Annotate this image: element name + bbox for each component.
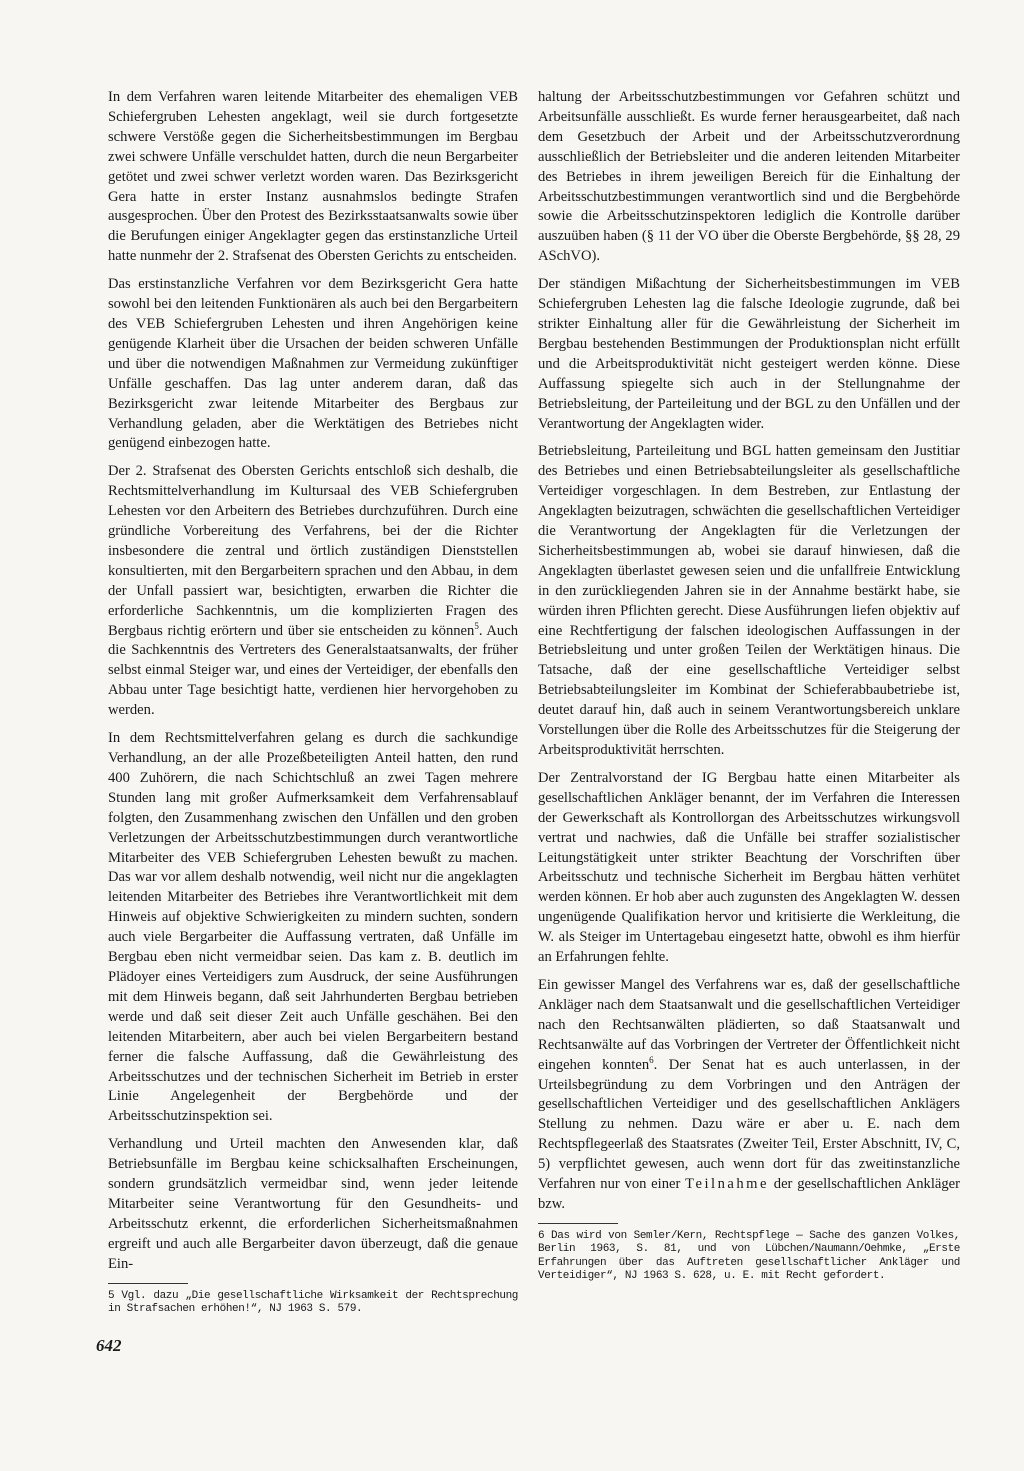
left-column	[108, 88, 518, 1317]
paragraph-text: . Auch die Sachkenntnis des Vertreters des Generalstaatsanwalts, der früher selbst einmal Steiger war, und eines der Verteidiger, der ebenfalls den Abbau unter Tage besichtigt hatte, verdienen hier hervorgehoben zu werden.	[108, 622, 518, 719]
paragraph: Der ständigen Mißachtung der Sicherheitsbestimmungen im VEB Schiefergruben Lehesten lag die falsche Ideologie zugrunde, daß bei strikter Einhaltung aller für die Gewährleistung der Sicherheit im Bergbau bestehenden Bestimmungen der Produktionsplan nicht erfüllt und die Arbeitsproduktivität nicht gesteigert werden könne. Diese Auffassung spiegelte sich auch in der Stellungnahme der Betriebsleitung, der Parteileitung und der BGL zu den Unfällen und der Verantwortung der Angeklagten wider.	[538, 276, 960, 432]
right-column	[538, 88, 960, 1284]
paragraph-text: . Der Senat hat es auch unterlassen, in der Urteilsbegründung zu dem Vorbringen und den Anträgen der gesellschaftlichen Verteidiger und des gesellschaftlichen Anklägers Stellung zu nehmen. Dazu wäre er aber u. E. nach dem Rechtspflegeerlaß des Staatsrates (Zweiter Teil, Erster Abschnitt, IV, C, 5) verpflichtet gewesen, auch wenn dort für das zweitinstanzliche Verfahren nur von einer	[538, 1056, 960, 1193]
paragraph: Verhandlung und Urteil machten den Anwesenden klar, daß Betriebsunfälle im Bergbau keine schicksalhaften Erscheinungen, sondern grundsätzlich vermeidbar sind, wenn jeder leitende Mitarbeiter seine Verantwortung für den Gesundheits- und Arbeitsschutz erkennt, die erforderlichen Sicherheitsmaßnahmen ergreift und auch alle Bergarbeiter davon überzeugt, daß die genaue Ein-	[108, 1136, 518, 1272]
paragraph	[538, 976, 960, 1215]
footnote: 5 Vgl. dazu „Die gesellschaftliche Wirksamkeit der Rechtsprechung in Strafsachen erhöhen!“, NJ 1963 S. 579.	[108, 1289, 518, 1316]
footnote-divider	[538, 1223, 618, 1224]
paragraph	[108, 462, 518, 721]
paragraph: Der Zentralvorstand der IG Bergbau hatte einen Mitarbeiter als gesellschaftlichen Ankläger benannt, der im Verfahren die Interessen der Gewerkschaft als Kontrollorgan des Arbeitsschutzes wirkungsvoll vertrat und nachwies, daß die Unfälle bei straffer sozialistischer Leitungstätigkeit unter strikter Beachtung der Vorschriften über Arbeitsschutz und technische Sicherheit im Bergbau hätten verhütet werden können. Er hob aber auch zugunsten des Angeklagten W. dessen ungenügende Qualifikation hervor und kritisierte die Werkleitung, die W. als Steiger im Untertagebau eingesetzt hatte, obwohl es ihm hierfür an Erfahrungen fehlte.	[538, 769, 960, 966]
paragraph-text: Der 2. Strafsenat des Obersten Gerichts entschloß sich deshalb, die Rechtsmittelverhandlung im Kultursaal des VEB Schiefergruben Lehesten vor den Arbeitern des Betriebes durchzuführen. Durch eine gründliche Vorbereitung des Verfahrens, bei der die Richter insbesondere die zentral und örtlich zuständigen Dienststellen konsultierten, mit den Bergarbeitern sprachen und den Abbau, in dem der Unfall passiert war, besichtigten, erwarben die Richter die erforderliche Sachkenntnis, um die komplizierten Fragen des Bergbaus richtig erörtern und über sie entscheiden zu können	[108, 463, 518, 639]
paragraph: In dem Rechtsmittelverfahren gelang es durch die sachkundige Verhandlung, an der alle Prozeßbeteiligten Anteil hatten, den rund 400 Zuhörern, die nach Schichtschluß an zwei Tagen mehrere Stunden lang mit großer Aufmerksamkeit dem Verfahrensablauf folgten, den Zusammenhang zwischen den Unfällen und den groben Verletzungen der Arbeitsschutzbestimmungen durch verantwortliche Mitarbeiter des VEB Schiefergruben Lehesten bewußt zu machen. Das war vor allem deshalb notwendig, weil nicht nur die angeklagten leitenden Mitarbeiter des Betriebes ihre Verantwortlichkeit mit dem Hinweis auf objektive Schwierigkeiten zu mindern suchten, sondern auch viele Bergarbeiter die Auffassung vertraten, daß Unfälle im Bergbau eben nicht vermeidbar seien. Das kam z. B. deutlich im Plädoyer eines Verteidigers zum Ausdruck, der seine Ausführungen mit dem Hinweis begann, daß seit Jahrhunderten Bergbau betrieben werde und daß seit dieser Zeit auch Unfälle geschähen. Bei den leitenden Mitarbeitern, aber auch bei vielen Bergarbeitern bestand ferner die falsche Auffassung, daß die Gewährleistung des Arbeitsschutzes und der technischen Sicherheit im Betrieb in erster Linie Angelegenheit der Bergbehörde und der Arbeitsschutzinspektion sei.	[108, 730, 518, 1125]
paragraph-text: Ein gewisser Mangel des Verfahrens war es, daß der gesellschaftliche Ankläger nach dem Staatsanwalt und die gesellschaftlichen Verteidiger nach den Rechtsanwälten plädierten, so daß Staatsanwalt und Rechtsanwälte auf das Vorbringen der Vertreter der Öffentlichkeit nicht eingehen konnten	[538, 976, 960, 1073]
paragraph: haltung der Arbeitsschutzbestimmungen vor Gefahren schützt und Arbeitsunfälle ausschließt. Es wurde ferner herausgearbeitet, daß nach dem Gesetzbuch der Arbeit und der Arbeitsschutzverordnung ausschließlich der Betriebsleiter und die anderen leitenden Mitarbeiter des Betriebes in ihrem jeweiligen Bereich für die Einhaltung der Arbeitsschutzbestimmungen verantwortlich sind und die Bergbehörde sowie die Arbeitsschutzinspektoren lediglich die Kontrolle darüber auszuüben haben (§ 11 der VO über die Oberste Bergbehörde, §§ 28, 29 ASchVO).	[538, 89, 960, 265]
paragraph: Das erstinstanzliche Verfahren vor dem Bezirksgericht Gera hatte sowohl bei den leitenden Funktionären als auch bei den Bergarbeitern des VEB Schiefergruben Lehesten und ihren Angehörigen keine genügende Klarheit über die Ursachen der beiden schweren Unfälle und über die notwendigen Maßnahmen zur Vermeidung zukünftiger Unfälle geschaffen. Das lag unter anderem daran, daß das Bezirksgericht zwar leitende Mitarbeiter des Bergbaus zur Verhandlung geladen, aber die Werktätigen des Betriebes nicht genügend einbezogen hatte.	[108, 276, 518, 452]
footnote-marker: 6	[649, 1054, 654, 1065]
paragraph-text: der gesellschaftlichen Ankläger bzw.	[538, 1176, 960, 1212]
spaced-emphasis: Teilnahme	[685, 1176, 770, 1193]
paragraph: In dem Verfahren waren leitende Mitarbeiter des ehemaligen VEB Schiefergruben Lehesten angeklagt, weil sie durch fortgesetzte schwere Verstöße gegen die Sicherheitsbestimmungen im Bergbau zwei schwere Unfälle verschuldet hatten, durch die neun Bergarbeiter getötet und zwei schwer verletzt worden waren. Das Bezirksgericht Gera hatte in erster Instanz ausnahmslos bedingte Strafen ausgesprochen. Über den Protest des Bezirksstaatsanwalts sowie über die Berufungen einiger Angeklagter gegen das erstinstanzliche Urteil hatte nunmehr der 2. Strafsenat des Obersten Gerichts zu entscheiden.	[108, 89, 518, 265]
paragraph: Betriebsleitung, Parteileitung und BGL hatten gemeinsam den Justitiar des Betriebes und einen Betriebsabteilungsleiter als gesellschaftliche Verteidiger vorgeschlagen. In dem Bestreben, zur Entlastung der Angeklagten beizutragen, schwächten die gesellschaftlichen Verteidiger die Verantwortung der Angeklagten für die Verletzungen der Sicherheitsbestimmungen ab, wobei sie darauf hinwiesen, daß die Angeklagten überlastet gewesen seien und die unfallfreie Entwicklung in den zurückliegenden Jahren sie in der Annahme bestärkt habe, sie würden ihren Pflichten gerecht. Diese Ausführungen liefen objektiv auf eine Rechtfertigung der falschen ideologischen Auffassungen in der Betriebsleitung und unter großen Teilen der Werktätigen hinaus. Die Tatsache, daß der eine gesellschaftliche Verteidiger selbst Betriebsabteilungsleiter im Kombinat der Schieferabbaubetriebe ist, deutet darauf hin, daß auch in seinem Verantwortungsbereich unklare Vorstellungen über die Rolle des Arbeitsschutzes für die Steigerung der Arbeitsproduktivität herrschten.	[538, 443, 960, 758]
footnote-marker: 5	[474, 620, 479, 631]
page-number: 642	[96, 1336, 122, 1355]
footnote: 6 Das wird von Semler/Kern, Rechtspflege — Sache des ganzen Volkes, Berlin 1963, S. 81, und von Lübchen/Naumann/Oehmke, „Erste Erfahrungen über das Auftreten gesellschaftlicher Ankläger und Verteidiger“, NJ 1963 S. 628, u. E. mit Recht gefordert.	[538, 1229, 960, 1283]
footnote-divider	[108, 1283, 188, 1284]
